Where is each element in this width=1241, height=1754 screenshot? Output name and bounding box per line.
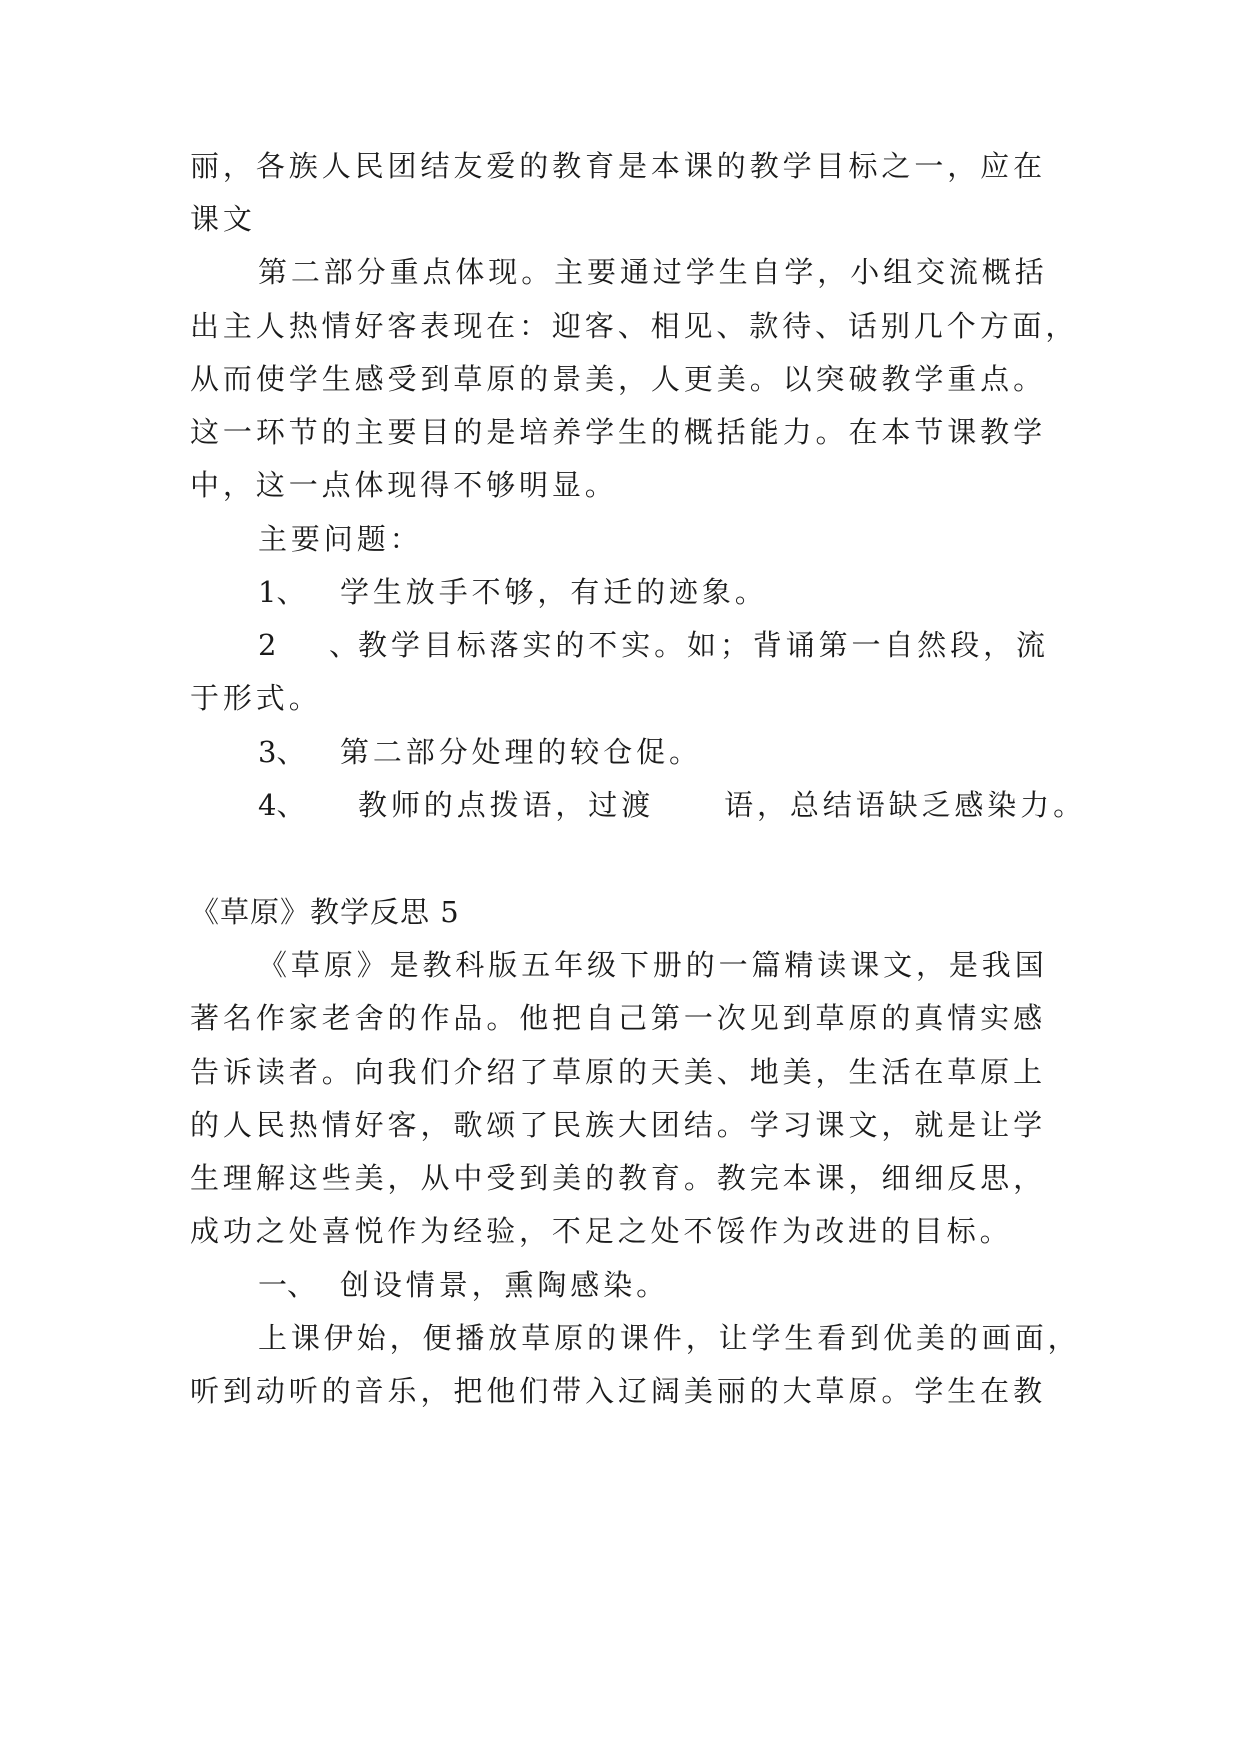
problem-item bbox=[258, 572, 1158, 612]
subsection-text: 创设情景，熏陶感染。 bbox=[340, 1268, 670, 1302]
subsection-number: 一、 bbox=[258, 1268, 317, 1302]
text-line: 成功之处喜悦作为经验，不足之处不馁作为改进的目标。 bbox=[190, 1214, 1013, 1248]
problem-number: 3、 bbox=[258, 735, 306, 769]
text-line: 《草原》是教科版五年级下册的一篇精读课文，是我国 bbox=[258, 948, 1048, 982]
problem-item bbox=[258, 785, 1158, 825]
text-line: 的人民热情好客，歌颂了民族大团结。学习课文，就是让学 bbox=[190, 1108, 1046, 1142]
problem-item bbox=[258, 625, 1049, 665]
problem-text: 教师的点拨语，过渡 bbox=[358, 788, 655, 822]
problem-number: 4、 bbox=[258, 788, 306, 822]
text-line: 第二部分重点体现。主要通过学生自学，小组交流概括 bbox=[258, 255, 1048, 289]
problem-text: 语，总结语缺乏感染力。 bbox=[724, 788, 1087, 822]
subsection-heading bbox=[258, 1265, 1158, 1305]
text-line: 课文 bbox=[190, 202, 256, 236]
text-line: 这一环节的主要目的是培养学生的概括能力。在本节课教学 bbox=[190, 415, 1046, 449]
text-line: 主要问题： bbox=[258, 522, 423, 556]
text-line: 听到动听的音乐，把他们带入辽阔美丽的大草原。学生在教 bbox=[190, 1374, 1046, 1408]
problem-number: 2、 bbox=[258, 628, 358, 662]
text-line: 中，这一点体现得不够明显。 bbox=[190, 468, 618, 502]
text-line: 生理解这些美，从中受到美的教育。教完本课，细细反思， bbox=[190, 1161, 1046, 1195]
problem-number: 1、 bbox=[258, 575, 306, 609]
text-line: 于形式。 bbox=[190, 681, 322, 715]
problem-text: 学生放手不够，有迁的迹象。 bbox=[340, 575, 768, 609]
text-line: 告诉读者。向我们介绍了草原的天美、地美，生活在草原上 bbox=[190, 1055, 1046, 1089]
text-line: 著名作家老舍的作品。他把自己第一次见到草原的真情实感 bbox=[190, 1001, 1046, 1035]
problem-text: 第二部分处理的较仓促。 bbox=[340, 735, 702, 769]
problem-item bbox=[258, 732, 1158, 772]
text-line: 从而使学生感受到草原的景美，人更美。以突破教学重点。 bbox=[190, 362, 1046, 396]
text-line: 丽，各族人民团结友爱的教育是本课的教学目标之一，应在 bbox=[190, 149, 1046, 183]
text-line: 上课伊始，便播放草原的课件，让学生看到优美的画面， bbox=[258, 1321, 1081, 1355]
problem-text: 教学目标落实的不实。如；背诵第一自然段，流 bbox=[358, 628, 1049, 662]
section-title: 《草原》教学反思 5 bbox=[190, 895, 460, 929]
text-line: 出主人热情好客表现在：迎客、相见、款待、话别几个方面， bbox=[190, 309, 1079, 343]
